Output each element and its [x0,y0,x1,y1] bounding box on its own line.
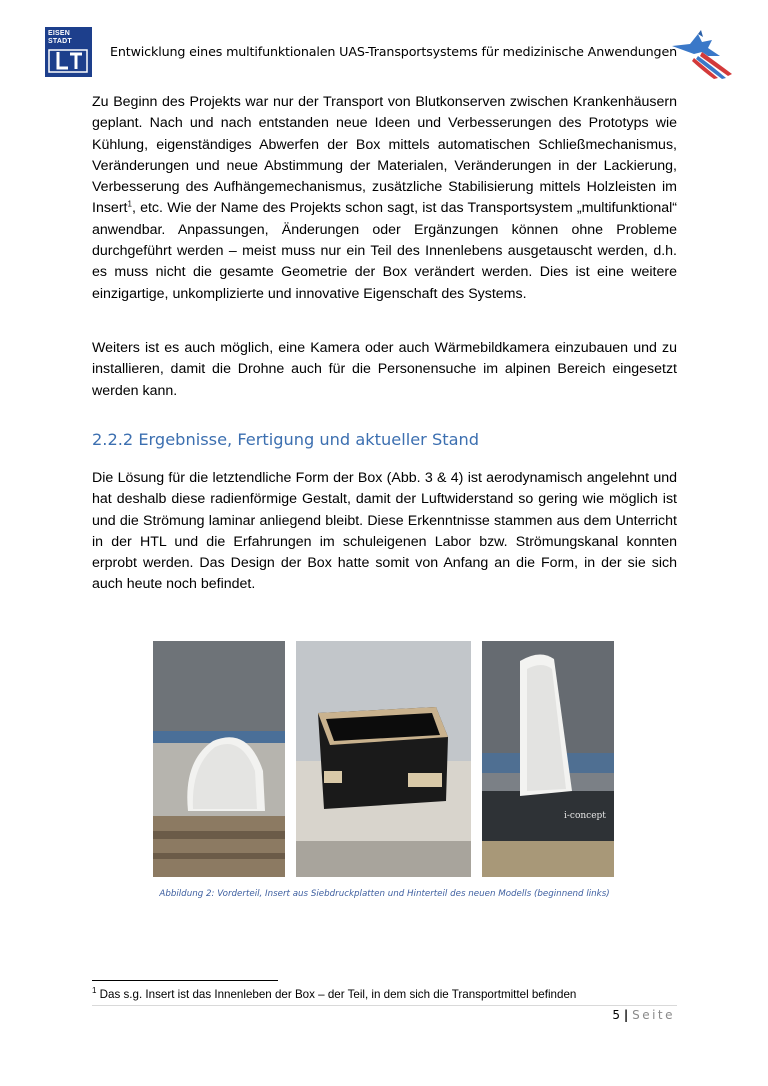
paragraph-results: Die Lösung für die letztendliche Form der Box (Abb. 3 & 4) ist aerodynamisch angelehnt und hat deshalb diese radienförmige Gestalt, damit der Luftwiderstand so gering wie möglich ist und die Strömung laminar anliegend bleibt. Diese Erkenntnisse stammen aus dem Unterricht in der HTL und die Erfahrungen im schuleigenen Labor bzw. Strömungskanal konnten erprobt werden. Das Design der Box hatte somit von Anfang an die Form, in der sie sich auch heute noch befindet. [92,470,677,593]
photo-front-part [153,641,285,877]
paragraph-text-continued: , etc. Wie der Name des Projekts schon sagt, ist das Transportsystem „multifunktional“ anwendbar. Anpassungen, Änderungen oder Ergänzungen können ohne Probleme durchgeführt werden – meist muss nur ein Teil des Innenlebens ausgetauscht werden, d.h. es muss nicht die gesamte Geometrie der Box verändert werden. Dies ist eine weitere einzigartige, unkomplizierte und innovative Eigenschaft des Systems. [92,200,677,302]
logo-text-line1: EISEN [48,30,71,37]
footnote-reference[interactable]: 1 [127,199,132,209]
section-heading: 2.2.2 Ergebnisse, Fertigung und aktueller Stand [92,430,480,450]
page-number-value: 5 [612,1008,621,1022]
header-title: Entwicklung eines multifunktionalen UAS-Transportsystems für medizinische Anwendungen [110,44,678,59]
footer-rule [92,1005,677,1006]
paragraph-camera: Weiters ist es auch möglich, eine Kamera oder auch Wärmebildkamera einzubauen und zu installieren, damit die Drohne auch für die Personensuche im alpinen Bereich eingesetzt werden kann. [92,340,677,399]
footnote [92,988,576,1001]
page-label: Seite [632,1008,675,1022]
photo-rear-part [482,641,614,877]
school-logo [45,27,92,77]
figure-caption: Abbildung 2: Vorderteil, Insert aus Siebdruckplatten und Hinterteil des neuen Modells (beginnend links) [159,889,610,899]
paragraph-text: Zu Beginn des Projekts war nur der Transport von Blutkonserven zwischen Krankenhäusern geplant. Nach und nach entstanden neue Ideen und Verbesserungen des Prototyps wie Kühlung, eigenständiges Abwerfen der Box mittels automatischen Schließmechanismus, Veränderungen und neue Abstimmung der Materialen, Veränderungen in der Lackierung, Verbesserung des Aufhängemechanismus, zusätzliche Stabilisierung mittels Holzleisten im Insert [92,94,677,217]
photo-insert [296,641,471,877]
logo-mark-icon [48,49,88,73]
i-concept-label: i-concept [564,811,606,821]
footnote-rule [92,980,278,981]
paragraph-project-scope [92,92,677,305]
footnote-text: Das s.g. Insert ist das Innenleben der Box – der Teil, in dem sich die Transportmittel befinden [96,988,577,1001]
page-number [612,1008,675,1022]
eagle-logo-icon [668,28,734,80]
page-separator: | [623,1008,629,1022]
footnote-marker: 1 [92,986,97,996]
logo-text-line2: STADT [48,38,72,45]
